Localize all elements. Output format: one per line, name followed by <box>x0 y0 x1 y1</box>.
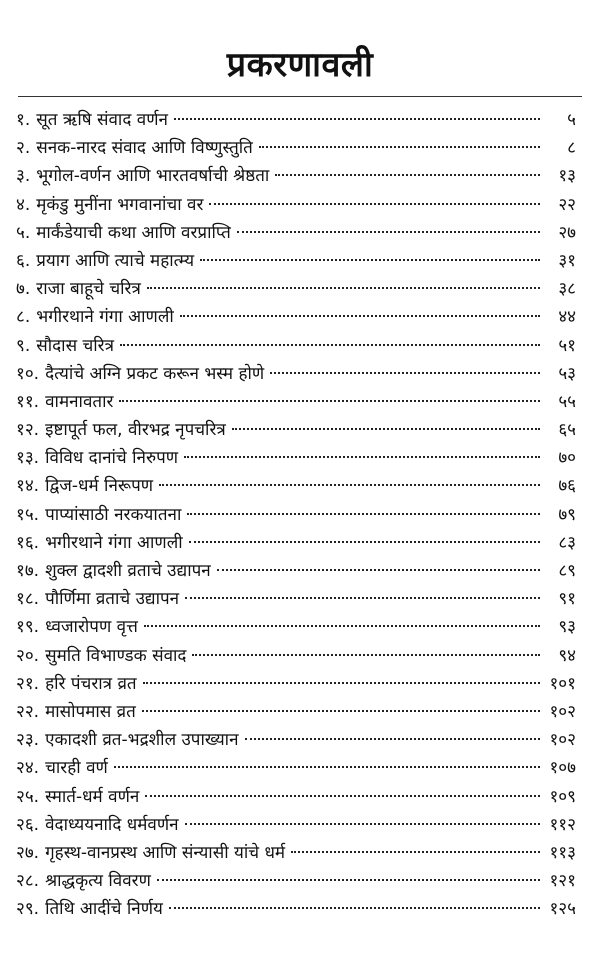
toc-entry <box>16 134 576 162</box>
dot-leader <box>147 287 540 289</box>
dot-leader <box>114 766 540 768</box>
toc-entry <box>16 472 576 500</box>
toc-entry-title: सूत ऋषि संवाद वर्णन <box>36 110 168 130</box>
toc-entry <box>16 726 576 754</box>
toc-entry-title: सनक-नारद संवाद आणि विष्णुस्तुति <box>36 138 253 159</box>
dot-leader <box>291 851 540 853</box>
toc-entry <box>16 247 576 275</box>
toc-entry-page: ६५ <box>558 420 576 441</box>
toc-entry <box>16 360 576 388</box>
toc-entry <box>16 444 576 472</box>
toc-entry-number: ७. <box>16 279 31 300</box>
toc-entry-page: ७९ <box>558 504 576 525</box>
toc-entry <box>16 754 576 782</box>
dot-leader <box>159 484 540 486</box>
toc-entry <box>16 191 576 219</box>
toc-entry-page: १०१ <box>549 673 576 694</box>
toc-entry-title: विविध दानांचे निरुपण <box>45 448 179 469</box>
toc-entry-page: ८ <box>567 138 576 159</box>
toc-entry-number: २. <box>16 138 31 159</box>
dot-leader <box>237 231 540 233</box>
dot-leader <box>209 203 540 205</box>
toc-entry-number: १९. <box>16 617 40 638</box>
toc-entry-number: ८. <box>16 307 31 328</box>
toc-entry-number: २१. <box>16 673 40 694</box>
toc-entry-number: १५. <box>16 504 40 525</box>
toc-entry <box>16 839 576 867</box>
toc-entry-number: २४. <box>16 758 40 779</box>
toc-entry-number: २७. <box>16 842 40 863</box>
toc-entry-page: ५ <box>567 110 576 130</box>
toc-entry-title: भूगोल-वर्णन आणि भारतवर्षाची श्रेष्ठता <box>36 166 270 187</box>
dot-leader <box>200 259 540 261</box>
toc-entry-page: १३ <box>558 166 576 187</box>
dot-leader <box>270 372 540 374</box>
toc-entry <box>16 416 576 444</box>
toc-entry-title: तिथि आदींचे निर्णय <box>45 899 163 920</box>
toc-entry <box>16 529 576 557</box>
dot-leader <box>157 879 540 881</box>
toc-entry-page: ३१ <box>558 250 576 271</box>
toc-entry-number: १४. <box>16 476 40 497</box>
toc-entry-page: १०९ <box>549 786 576 807</box>
toc-entry <box>16 303 576 331</box>
toc-entry-page: १०२ <box>549 701 576 722</box>
toc-entry-title: गृहस्थ-वानप्रस्थ आणि संन्यासी यांचे धर्म <box>45 842 286 863</box>
dot-leader <box>180 315 540 317</box>
toc-entry-title: दैत्यांचे अग्नि प्रकट करून भस्म होणे <box>45 363 265 384</box>
toc-entry-title: भगीरथाने गंगा आणली <box>36 307 174 328</box>
toc-entry-page: २२ <box>558 194 576 215</box>
dot-leader <box>217 569 540 571</box>
toc-entry-page: ७० <box>558 448 576 469</box>
toc-entry-title: पाप्यांसाठी नरकयातना <box>45 504 182 525</box>
toc-entry-page: १०२ <box>549 730 576 751</box>
toc-entry <box>16 388 576 416</box>
dot-leader <box>189 541 540 543</box>
toc-entry-title: एकादशी व्रत-भद्रशील उपाख्यान <box>45 730 239 751</box>
toc-entry-title: भगीरथाने गंगा आणली <box>45 532 183 553</box>
toc-entry-number: २९. <box>16 899 40 920</box>
table-of-contents <box>16 106 576 923</box>
toc-entry <box>16 783 576 811</box>
toc-entry-page: १२१ <box>549 871 576 892</box>
toc-entry-page: १२५ <box>549 899 576 920</box>
toc-entry <box>16 162 576 190</box>
toc-entry <box>16 501 576 529</box>
toc-entry-page: ९४ <box>558 645 576 666</box>
toc-entry-number: ५. <box>16 222 31 243</box>
toc-entry <box>16 698 576 726</box>
toc-entry-title: मासोपमास व्रत <box>45 701 136 722</box>
toc-entry <box>16 811 576 839</box>
dot-leader <box>143 682 540 684</box>
toc-entry-number: ११. <box>16 391 40 412</box>
dot-leader <box>169 907 540 909</box>
toc-entry-number: २६. <box>16 814 40 835</box>
toc-entry <box>16 585 576 613</box>
toc-entry-title: इष्टापूर्त फल, वीरभद्र नृपचरित्र <box>45 420 226 441</box>
toc-entry-number: २३. <box>16 730 40 751</box>
toc-entry-title: हरि पंचरात्र व्रत <box>45 673 137 694</box>
toc-entry <box>16 219 576 247</box>
toc-entry <box>16 895 576 923</box>
toc-entry-number: १०. <box>16 363 40 384</box>
toc-entry <box>16 613 576 641</box>
dot-leader <box>120 344 540 346</box>
toc-entry-page: ७६ <box>558 476 576 497</box>
toc-entry-page: ३८ <box>558 279 576 300</box>
toc-entry-title: सुमति विभाण्डक संवाद <box>45 645 187 666</box>
toc-entry-number: २५. <box>16 786 40 807</box>
toc-entry <box>16 557 576 585</box>
toc-entry-number: १. <box>16 110 31 130</box>
toc-entry <box>16 867 576 895</box>
toc-entry-number: १२. <box>16 420 40 441</box>
dot-leader <box>185 823 540 825</box>
toc-entry-number: १३. <box>16 448 40 469</box>
toc-entry-number: ४. <box>16 194 31 215</box>
dot-leader <box>245 738 540 740</box>
toc-entry-page: ८३ <box>558 532 576 553</box>
toc-entry-title: वेदाध्ययनादि धर्मवर्णन <box>45 814 179 835</box>
toc-entry-page: ९१ <box>558 589 576 610</box>
toc-entry-number: १८. <box>16 589 40 610</box>
toc-entry-title: श्राद्धकृत्य विवरण <box>45 871 151 892</box>
toc-entry-title: सौदास चरित्र <box>36 335 115 356</box>
toc-entry-title: प्रयाग आणि त्याचे महात्म्य <box>36 250 195 271</box>
toc-entry-number: २८. <box>16 871 40 892</box>
toc-entry <box>16 275 576 303</box>
toc-entry-title: वामनावतार <box>45 391 114 412</box>
toc-entry-page: ५१ <box>558 335 576 356</box>
toc-entry-page: ४४ <box>558 307 576 328</box>
toc-entry-page: ५३ <box>558 363 576 384</box>
toc-entry-title: मृकंडु मुनींना भगवानांचा वर <box>36 194 204 215</box>
dot-leader <box>192 654 540 656</box>
toc-entry-page: २७ <box>558 222 576 243</box>
toc-entry-number: २०. <box>16 645 40 666</box>
page-title: प्रकरणावली <box>226 45 374 85</box>
toc-entry-page: ९३ <box>558 617 576 638</box>
toc-entry-page: ५५ <box>558 391 576 412</box>
toc-entry-title: चारही वर्ण <box>45 758 108 779</box>
toc-entry <box>16 106 576 134</box>
dot-leader <box>275 174 540 176</box>
toc-entry-page: ८९ <box>558 561 576 581</box>
toc-entry-number: १७. <box>16 561 40 581</box>
toc-entry-title: शुक्ल द्वादशी व्रताचे उद्यापन <box>45 561 211 581</box>
toc-entry-page: १०७ <box>549 758 576 779</box>
dot-leader <box>185 597 540 599</box>
toc-entry-page: ११३ <box>549 842 576 863</box>
dot-leader <box>119 400 540 402</box>
dot-leader <box>187 513 540 515</box>
dot-leader <box>232 428 540 430</box>
dot-leader <box>142 710 540 712</box>
toc-entry-number: ६. <box>16 250 31 271</box>
toc-entry-number: १६. <box>16 532 40 553</box>
toc-entry <box>16 670 576 698</box>
toc-entry-number: ९. <box>16 335 31 356</box>
toc-entry-title: स्मार्त-धर्म वर्णन <box>45 786 140 807</box>
dot-leader <box>259 146 540 148</box>
dot-leader <box>145 795 540 797</box>
title-divider <box>18 96 582 97</box>
toc-entry-title: पौर्णिमा व्रताचे उद्यापन <box>45 589 180 610</box>
dot-leader <box>184 456 540 458</box>
dot-leader <box>174 118 540 120</box>
toc-entry-title: मार्कंडेयाची कथा आणि वरप्राप्ति <box>36 222 231 243</box>
toc-entry-title: राजा बाहूचे चरित्र <box>36 279 141 300</box>
toc-entry-page: ११२ <box>549 814 576 835</box>
toc-entry-number: ३. <box>16 166 31 187</box>
toc-entry <box>16 332 576 360</box>
toc-entry-title: द्विज-धर्म निरूपण <box>45 476 154 497</box>
dot-leader <box>144 625 540 627</box>
toc-entry-number: २२. <box>16 701 40 722</box>
toc-entry-title: ध्वजारोपण वृत्त <box>45 617 138 638</box>
toc-entry <box>16 642 576 670</box>
